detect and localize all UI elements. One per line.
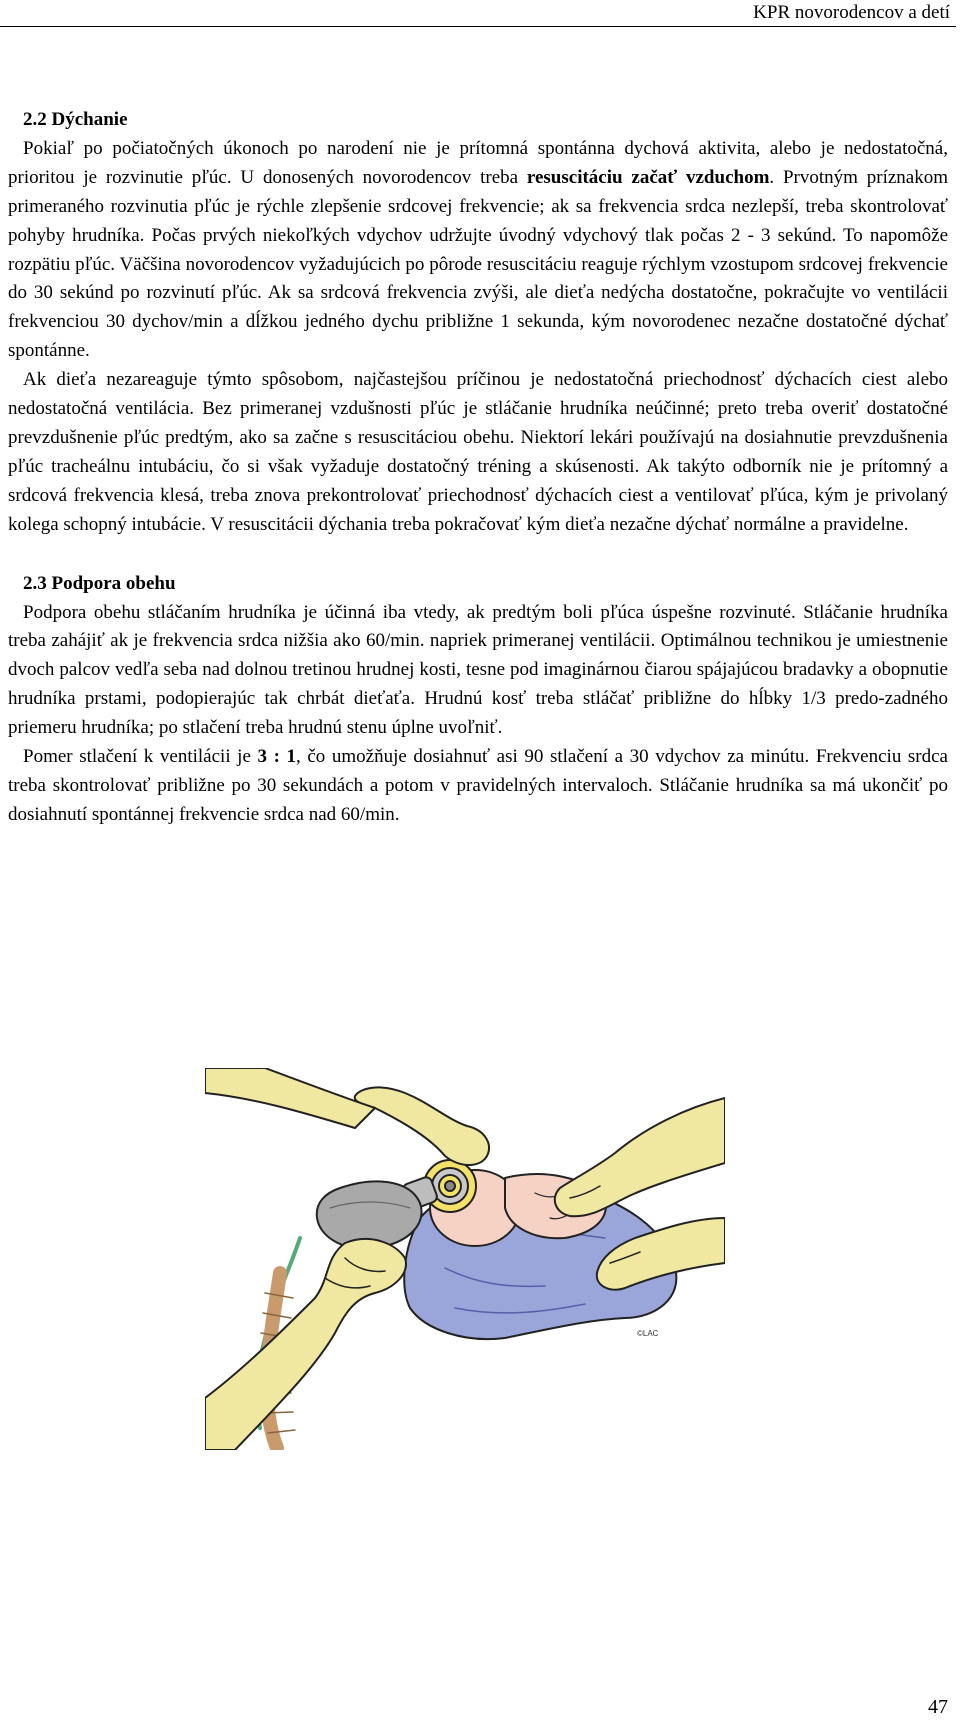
paragraph-breathing-1 <box>8 135 948 366</box>
header-rule <box>0 26 956 27</box>
bold-text: resuscitáciu začať vzduchom <box>526 166 770 188</box>
right-arm-glove <box>555 1098 725 1216</box>
bold-ratio: 3 : 1 <box>257 746 296 768</box>
illustration-signature: ©LAC <box>637 1329 659 1338</box>
running-title: KPR novorodencov a detí <box>753 2 950 23</box>
paragraph-circulation-1: Podpora obehu stláčaním hrudníka je účinná iba vtedy, ak predtým boli pľúca úspešne rozvinuté. Stláčanie hrudníka treba zahájiť ak je frekvencia srdca nižšia ako 60/min. napriek primeranej ventilácii. Optimálnou technikou je umiestnenie dvoch palcov vedľa seba nad dolnou tretinou hrudnej kosti, tesne pod imaginárnou čiarou spájajúcou bradavky a obopnutie hrudníka prstami, podopierajúc tak chrbát dieťaťa. Hrudnú kosť treba stláčať približne do hĺbky 1/3 predo-zadného priemeru hrudníka; po stlačení treba hrudnú stenu úplne uvoľniť. <box>8 601 948 739</box>
upper-arm-glove <box>355 1087 489 1165</box>
text-run: , čo umožňuje dosiahnuť asi 90 stlačení a 30 vdychov za minútu. Frekvenciu srdca treba skontrolovať približne po 30 sekundách a potom v pravidelných intervaloch. Stláčanie hrudníka sa má ukončiť po dosiahnutí spontánnej frekvencie srdca nad 60/min. <box>8 746 948 825</box>
page-content <box>8 106 948 830</box>
paragraph-breathing-2: Ak dieťa nezareaguje týmto spôsobom, najčastejšou príčinou je nedostatočná priechodnosť dýchacích ciest alebo nedostatočná ventilácia. Bez primeranej vzdušnosti pľúc je stláčanie hrudníka neúčinné; preto treba overiť dostatočné prevzdušnenie pľúc predtým, ako sa začne s resuscitáciou obehu. Niektorí lekári používajú na dosiahnutie prevzdušnenia pľúc tracheálnu intubáciu, čo si však vyžaduje dostatočný tréning a skúsenosti. Ak takýto odborník nie je prítomný a srdcová frekvencia klesá, treba znova prekontrolovať priechodnosť dýchacích ciest a ventilovať pľúca, kým je privolaný kolega schopný intubácie. V resuscitácii dýchania treba pokračovať kým dieťa nezačne dýchať normálne a pravidelne. <box>8 369 948 535</box>
paragraph-circulation-2 <box>8 743 948 830</box>
page-header <box>0 0 960 30</box>
left-arm-glove <box>205 1239 406 1450</box>
page-number: 47 <box>928 1696 948 1718</box>
text-run: . Prvotným príznakom primeraného rozvinutia pľúc je rýchle zlepšenie srdcovej frekvencie; ak sa frekvencia srdca nezlepší, treba skontrolovať pohyby hrudníka. Počas prvých niekoľkých vdychov udržujte úvodný vdychový tlak počas 2 - 3 sekúnd. To napomôže rozpätiu pľúc. Väčšina novorodencov vyžadujúcich po pôrode resuscitáciu reaguje rýchlym vzostupom srdcovej frekvencie do 30 sekúnd po rozvinutí pľúc. Ak sa srdcová frekvencia zvýši, ale dieťa nedýcha dostatočne, pokračujte vo ventilácii frekvenciou 30 dychov/min a dĺžkou jedného dychu približne 1 sekunda, kým novorodenec nezačne dostatočné dýchať spontánne. <box>8 166 949 362</box>
heading-circulation: 2.3 Podpora obehu <box>23 572 176 594</box>
neonatal-bag-mask-ventilation-illustration <box>205 1068 725 1450</box>
heading-breathing: 2.2 Dýchanie <box>23 109 128 130</box>
text-run: Pokiaľ po počiatočných úkonoch po narodení nie je prítomná spontánna dychová aktivita, alebo je nedostatočná, prioritou je rozvinutie pľúc. U donosených novorodencov treba <box>8 137 948 188</box>
text-run: Pomer stlačení k ventilácii je <box>23 746 258 768</box>
